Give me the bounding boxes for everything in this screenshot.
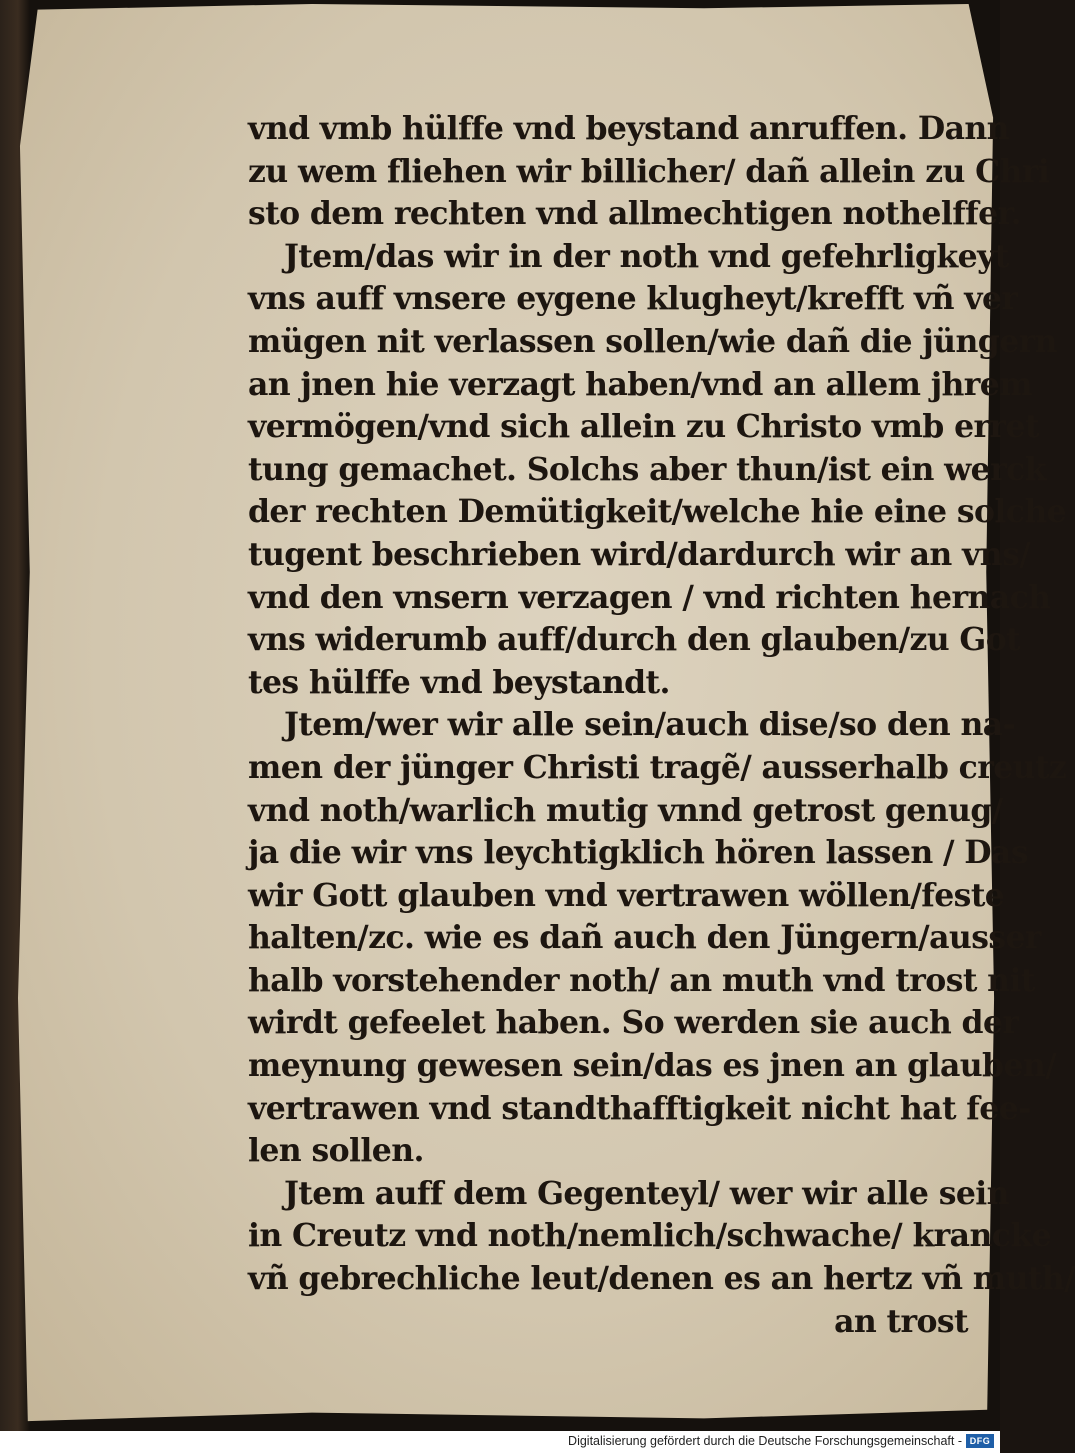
text-line: vnd noth/warlich mutig vnnd getrost genug/	[248, 791, 1003, 829]
text-line: mügen nit verlassen sollen/wie dañ die jüngern	[248, 322, 1057, 360]
text-line: halb vorstehender noth/ an muth vnd trost nit	[248, 961, 1035, 999]
dfg-logo-icon: DFG	[966, 1434, 994, 1448]
text-line: vnd den vnsern verzagen / vnd richten hernach	[248, 578, 1051, 616]
text-line: an jnen hie verzagt haben/vnd an allem jhrem	[248, 365, 1032, 403]
text-line: zu wem fliehen wir billicher/ dañ allein zu Chri	[248, 152, 1050, 190]
text-line: halten/zc. wie es dañ auch den Jüngern/ausser	[248, 919, 1041, 957]
text-line: vns auff vnsere eygene klugheyt/krefft vñ ver	[248, 280, 1018, 318]
text-line: len sollen.	[248, 1132, 424, 1170]
text-line: wirdt gefeelet haben. So werden sie auch der	[248, 1004, 1019, 1042]
text-line: vñ gebrechliche leut/denen es an hertz vñ muth/	[248, 1260, 1075, 1298]
text-line: tes hülffe vnd beystandt.	[248, 663, 670, 701]
text-line: wir Gott glauben vnd vertrawen wöllen/feste	[248, 876, 1005, 914]
funding-credit: Digitalisierung gefördert durch die Deutsche Forschungsgemeinschaft -	[568, 1434, 962, 1448]
blackletter-text-block	[248, 108, 1075, 1343]
text-line: meynung gewesen sein/das es jnen an glauben/	[248, 1047, 1057, 1085]
text-line: men der jünger Christi tragẽ/ ausserhalb creutz	[248, 748, 1067, 786]
text-line: in Creutz vnd noth/nemlich/schwache/ krancke	[248, 1217, 1052, 1255]
text-line: vertrawen vnd standthafftigkeit nicht hat fee-	[248, 1089, 1031, 1127]
text-line: ja die wir vns leychtigklich hören lassen / Das	[248, 834, 1028, 872]
text-line: vns widerumb auff/durch den glauben/zu Got	[248, 621, 1021, 659]
text-line: tugent beschrieben wird/dardurch wir an vns/	[248, 535, 1031, 573]
text-line: sto dem rechten vnd allmechtigen nothelffer.	[248, 195, 1022, 233]
text-line: Jtem auff dem Gegenteyl/ wer wir alle sein	[284, 1174, 1009, 1212]
text-line: tung gemachet. Solchs aber thun/ist ein werck	[248, 450, 1046, 488]
catchword: an trost	[834, 1302, 968, 1340]
text-line: der rechten Demütigkeit/welche hie eine solche	[248, 493, 1067, 531]
text-line: vnd vmb hülffe vnd beystand anruffen. Dann	[248, 110, 1009, 147]
text-line: Jtem/das wir in der noth vnd gefehrligkeyt	[284, 237, 1009, 275]
text-line: Jtem/wer wir alle sein/auch dise/so den na-	[284, 706, 1016, 744]
text-line: vermögen/vnd sich allein zu Christo vmb erret	[248, 408, 1039, 446]
